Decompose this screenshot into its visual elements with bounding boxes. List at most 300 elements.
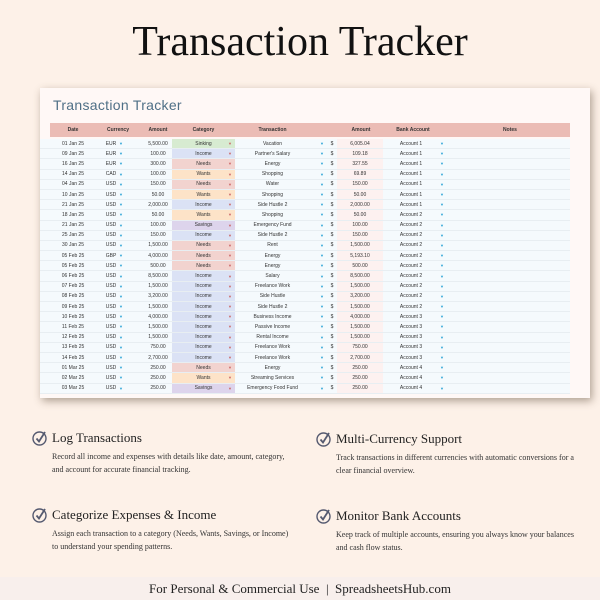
currency-symbol: $ — [330, 252, 334, 259]
transaction-cell[interactable]: Shopping — [261, 191, 284, 198]
currency-select[interactable]: EUR — [105, 160, 117, 167]
date-cell[interactable]: 04 Jan 25 — [62, 181, 84, 188]
date-cell[interactable]: 01 Mar 25 — [61, 364, 85, 371]
dropdown-arrow-icon[interactable]: ▼ — [228, 242, 232, 248]
amount-cell[interactable]: 150.00 — [150, 232, 166, 239]
date-cell[interactable]: 16 Jan 25 — [62, 160, 84, 167]
notes-cell[interactable] — [450, 312, 570, 321]
transaction-cell[interactable]: Energy — [264, 364, 281, 371]
bank-account-select[interactable]: Account 4 — [399, 385, 423, 392]
category-label: Savings — [194, 222, 213, 229]
table-row — [40, 282, 570, 292]
currency-select[interactable]: USD — [105, 323, 117, 330]
dropdown-arrow-icon[interactable]: ▼ — [119, 222, 123, 228]
feature-bank-accounts — [316, 508, 576, 554]
converted-amount-cell: 2,700.00 — [337, 353, 383, 362]
dropdown-arrow-icon[interactable]: ▼ — [320, 232, 324, 238]
dropdown-arrow-icon[interactable]: ▼ — [440, 212, 444, 218]
dropdown-arrow-icon[interactable]: ▼ — [119, 283, 123, 289]
dropdown-arrow-icon[interactable]: ▼ — [119, 161, 123, 167]
bank-account-select[interactable]: Account 3 — [399, 354, 423, 361]
date-cell[interactable]: 09 Feb 25 — [61, 303, 85, 310]
currency-select[interactable]: USD — [105, 283, 117, 290]
dropdown-arrow-icon[interactable]: ▼ — [320, 304, 324, 310]
dropdown-arrow-icon[interactable]: ▼ — [228, 161, 232, 167]
bank-account-select[interactable]: Account 2 — [399, 262, 423, 269]
amount-cell[interactable]: 4,000.00 — [148, 252, 168, 259]
bank-account-select[interactable]: Account 2 — [399, 252, 423, 259]
currency-symbol: $ — [330, 150, 334, 157]
dropdown-arrow-icon[interactable]: ▼ — [119, 334, 123, 340]
sheet-title: Transaction Tracker — [53, 97, 182, 113]
amount-cell[interactable]: 1,500.00 — [148, 283, 168, 290]
notes-cell[interactable] — [450, 322, 570, 331]
dropdown-arrow-icon[interactable]: ▼ — [228, 263, 232, 269]
dropdown-arrow-icon[interactable]: ▼ — [228, 212, 232, 218]
transaction-cell[interactable]: Emergency Fund — [253, 222, 292, 229]
currency-select[interactable]: USD — [105, 242, 117, 249]
dropdown-arrow-icon[interactable]: ▼ — [119, 385, 123, 391]
table-row — [40, 251, 570, 261]
dropdown-arrow-icon[interactable]: ▼ — [320, 273, 324, 279]
date-cell[interactable]: 25 Jan 25 — [62, 232, 84, 239]
dropdown-arrow-icon[interactable]: ▼ — [119, 192, 123, 198]
dropdown-arrow-icon[interactable]: ▼ — [320, 253, 324, 259]
dropdown-arrow-icon[interactable]: ▼ — [228, 171, 232, 177]
amount-cell[interactable]: 100.00 — [150, 171, 166, 178]
category-label: Needs — [196, 242, 211, 249]
bank-account-select[interactable]: Account 2 — [399, 303, 423, 310]
bank-account-select[interactable]: Account 2 — [399, 222, 423, 229]
transaction-cell[interactable]: Side Hustle 2 — [257, 303, 288, 310]
category-label: Income — [195, 150, 212, 157]
dropdown-arrow-icon[interactable]: ▼ — [320, 375, 324, 381]
currency-select[interactable]: USD — [105, 211, 117, 218]
category-label: Savings — [194, 385, 213, 392]
date-cell[interactable]: 12 Feb 25 — [61, 334, 85, 341]
bank-account-select[interactable]: Account 2 — [399, 232, 423, 239]
transaction-cell[interactable]: Vacation — [262, 140, 283, 147]
dropdown-arrow-icon[interactable]: ▼ — [119, 242, 123, 248]
amount-cell[interactable]: 1,500.00 — [148, 242, 168, 249]
dropdown-arrow-icon[interactable]: ▼ — [320, 324, 324, 330]
dropdown-arrow-icon[interactable]: ▼ — [440, 171, 444, 177]
transaction-cell[interactable]: Freelance Work — [254, 354, 291, 361]
bank-account-select[interactable]: Account 1 — [399, 181, 423, 188]
table-row — [40, 200, 570, 210]
bank-account-select[interactable]: Account 1 — [399, 171, 423, 178]
dropdown-arrow-icon[interactable]: ▼ — [119, 263, 123, 269]
currency-symbol: $ — [330, 181, 334, 188]
notes-cell[interactable] — [450, 139, 570, 148]
transaction-cell[interactable]: Streaming Services — [250, 374, 295, 381]
bank-account-select[interactable]: Account 2 — [399, 293, 423, 300]
currency-select[interactable]: USD — [105, 201, 117, 208]
amount-cell[interactable]: 750.00 — [150, 344, 166, 351]
dropdown-arrow-icon[interactable]: ▼ — [320, 314, 324, 320]
currency-select[interactable]: USD — [105, 293, 117, 300]
dropdown-arrow-icon[interactable]: ▼ — [119, 181, 123, 187]
bank-account-select[interactable]: Account 2 — [399, 211, 423, 218]
dropdown-arrow-icon[interactable]: ▼ — [228, 253, 232, 259]
dropdown-arrow-icon[interactable]: ▼ — [440, 232, 444, 238]
table-row — [40, 292, 570, 302]
dropdown-arrow-icon[interactable]: ▼ — [228, 344, 232, 350]
dropdown-arrow-icon[interactable]: ▼ — [119, 344, 123, 350]
dropdown-arrow-icon[interactable]: ▼ — [320, 151, 324, 157]
table-row — [40, 231, 570, 241]
currency-select[interactable]: USD — [105, 191, 117, 198]
feature-categorize — [32, 507, 292, 553]
header-category: Category — [192, 127, 215, 133]
amount-cell[interactable]: 5,500.00 — [148, 140, 168, 147]
bank-account-select[interactable]: Account 1 — [399, 150, 423, 157]
notes-cell[interactable] — [450, 292, 570, 301]
date-cell[interactable]: 30 Jan 25 — [62, 242, 84, 249]
transaction-cell[interactable]: Energy — [264, 262, 281, 269]
notes-cell[interactable] — [450, 333, 570, 342]
dropdown-arrow-icon[interactable]: ▼ — [440, 385, 444, 391]
dropdown-arrow-icon[interactable]: ▼ — [320, 212, 324, 218]
date-cell[interactable]: 03 Mar 25 — [61, 385, 85, 392]
date-cell[interactable]: 09 Jan 25 — [62, 150, 84, 157]
notes-cell[interactable] — [450, 180, 570, 189]
currency-symbol: $ — [330, 211, 334, 218]
converted-amount-cell: 250.00 — [337, 373, 383, 382]
notes-cell[interactable] — [450, 159, 570, 168]
dropdown-arrow-icon[interactable]: ▼ — [440, 202, 444, 208]
converted-amount-cell: 150.00 — [337, 231, 383, 240]
date-cell[interactable]: 10 Feb 25 — [61, 313, 85, 320]
dropdown-arrow-icon[interactable]: ▼ — [320, 293, 324, 299]
header-transaction: Transaction — [258, 127, 287, 133]
dropdown-arrow-icon[interactable]: ▼ — [440, 344, 444, 350]
amount-cell[interactable]: 300.00 — [150, 160, 166, 167]
notes-cell[interactable] — [450, 282, 570, 291]
date-cell[interactable]: 08 Feb 25 — [61, 293, 85, 300]
currency-symbol: $ — [330, 201, 334, 208]
transaction-cell[interactable]: Passive Income — [254, 323, 291, 330]
currency-select[interactable]: USD — [105, 303, 117, 310]
dropdown-arrow-icon[interactable]: ▼ — [320, 263, 324, 269]
date-cell[interactable]: 06 Feb 25 — [61, 273, 85, 280]
transaction-cell[interactable]: Emergency Food Fund — [247, 385, 298, 392]
dropdown-arrow-icon[interactable]: ▼ — [320, 344, 324, 350]
check-circle-icon — [316, 431, 332, 447]
transaction-cell[interactable]: Shopping — [261, 211, 284, 218]
currency-select[interactable]: USD — [105, 385, 117, 392]
transaction-cell[interactable]: Partner's Salary — [254, 150, 291, 157]
feature-multi-currency — [316, 431, 576, 477]
dropdown-arrow-icon[interactable]: ▼ — [119, 314, 123, 320]
notes-cell[interactable] — [450, 353, 570, 362]
amount-cell[interactable]: 50.00 — [151, 191, 165, 198]
date-cell[interactable]: 21 Jan 25 — [62, 222, 84, 229]
currency-select[interactable]: CAD — [105, 171, 117, 178]
date-cell[interactable]: 14 Jan 25 — [62, 171, 84, 178]
date-cell[interactable]: 10 Jan 25 — [62, 191, 84, 198]
amount-cell[interactable]: 250.00 — [150, 364, 166, 371]
transaction-cell[interactable]: Energy — [264, 252, 281, 259]
bank-account-select[interactable]: Account 3 — [399, 323, 423, 330]
amount-cell[interactable]: 2,700.00 — [148, 354, 168, 361]
dropdown-arrow-icon[interactable]: ▼ — [119, 273, 123, 279]
notes-cell[interactable] — [450, 251, 570, 260]
currency-select[interactable]: GBP — [105, 252, 117, 259]
notes-cell[interactable] — [450, 302, 570, 311]
table-row — [40, 159, 570, 169]
currency-select[interactable]: USD — [105, 364, 117, 371]
transaction-cell[interactable]: Freelance Work — [254, 344, 291, 351]
converted-amount-cell: 500.00 — [337, 261, 383, 270]
dropdown-arrow-icon[interactable]: ▼ — [320, 242, 324, 248]
dropdown-arrow-icon[interactable]: ▼ — [440, 283, 444, 289]
dropdown-arrow-icon[interactable]: ▼ — [440, 293, 444, 299]
transaction-cell[interactable]: Rental Income — [256, 334, 289, 341]
dropdown-arrow-icon[interactable]: ▼ — [440, 334, 444, 340]
dropdown-arrow-icon[interactable]: ▼ — [228, 151, 232, 157]
dropdown-arrow-icon[interactable]: ▼ — [440, 181, 444, 187]
transaction-cell[interactable]: Rent — [267, 242, 278, 249]
dropdown-arrow-icon[interactable]: ▼ — [440, 253, 444, 259]
table-row — [40, 241, 570, 251]
notes-cell[interactable] — [450, 200, 570, 209]
notes-cell[interactable] — [450, 384, 570, 393]
bank-account-select[interactable]: Account 2 — [399, 283, 423, 290]
transaction-cell[interactable]: Freelance Work — [254, 283, 291, 290]
dropdown-arrow-icon[interactable]: ▼ — [228, 334, 232, 340]
dropdown-arrow-icon[interactable]: ▼ — [119, 365, 123, 371]
dropdown-arrow-icon[interactable]: ▼ — [320, 385, 324, 391]
dropdown-arrow-icon[interactable]: ▼ — [320, 202, 324, 208]
dropdown-arrow-icon[interactable]: ▼ — [320, 141, 324, 147]
notes-cell[interactable] — [450, 190, 570, 199]
bank-account-select[interactable]: Account 2 — [399, 242, 423, 249]
currency-symbol: $ — [330, 273, 334, 280]
currency-select[interactable]: USD — [105, 181, 117, 188]
dropdown-arrow-icon[interactable]: ▼ — [119, 355, 123, 361]
dropdown-arrow-icon[interactable]: ▼ — [440, 192, 444, 198]
footer: For Personal & Commercial Use | SpreadsheetsHub.com — [0, 577, 600, 600]
date-cell[interactable]: 14 Feb 25 — [61, 354, 85, 361]
dropdown-arrow-icon[interactable]: ▼ — [119, 324, 123, 330]
dropdown-arrow-icon[interactable]: ▼ — [440, 263, 444, 269]
date-cell[interactable]: 18 Jan 25 — [62, 211, 84, 218]
dropdown-arrow-icon[interactable]: ▼ — [320, 192, 324, 198]
table-row — [40, 312, 570, 322]
amount-cell[interactable]: 1,500.00 — [148, 334, 168, 341]
bank-account-select[interactable]: Account 2 — [399, 273, 423, 280]
currency-select[interactable]: EUR — [105, 150, 117, 157]
dropdown-arrow-icon[interactable]: ▼ — [119, 293, 123, 299]
amount-cell[interactable]: 8,500.00 — [148, 273, 168, 280]
notes-cell[interactable] — [450, 221, 570, 230]
dropdown-arrow-icon[interactable]: ▼ — [119, 151, 123, 157]
category-label: Income — [195, 273, 212, 280]
check-circle-icon — [32, 430, 48, 446]
dropdown-arrow-icon[interactable]: ▼ — [119, 232, 123, 238]
notes-cell[interactable] — [450, 373, 570, 382]
currency-select[interactable]: USD — [105, 262, 117, 269]
dropdown-arrow-icon[interactable]: ▼ — [440, 273, 444, 279]
amount-cell[interactable]: 250.00 — [150, 385, 166, 392]
dropdown-arrow-icon[interactable]: ▼ — [119, 202, 123, 208]
dropdown-arrow-icon[interactable]: ▼ — [320, 334, 324, 340]
feature-title: Monitor Bank Accounts — [336, 508, 461, 523]
currency-select[interactable]: USD — [105, 354, 117, 361]
table-row — [40, 139, 570, 149]
date-cell[interactable]: 05 Feb 25 — [61, 252, 85, 259]
dropdown-arrow-icon[interactable]: ▼ — [440, 242, 444, 248]
dropdown-arrow-icon[interactable]: ▼ — [228, 273, 232, 279]
notes-cell[interactable] — [450, 210, 570, 219]
amount-cell[interactable]: 100.00 — [150, 150, 166, 157]
currency-symbol: $ — [330, 140, 334, 147]
date-cell[interactable]: 02 Mar 25 — [61, 374, 85, 381]
transaction-cell[interactable]: Side Hustle 2 — [257, 201, 288, 208]
dropdown-arrow-icon[interactable]: ▼ — [228, 355, 232, 361]
dropdown-arrow-icon[interactable]: ▼ — [440, 151, 444, 157]
dropdown-arrow-icon[interactable]: ▼ — [440, 141, 444, 147]
bank-account-select[interactable]: Account 4 — [399, 374, 423, 381]
bank-account-select[interactable]: Account 1 — [399, 160, 423, 167]
amount-cell[interactable]: 1,500.00 — [148, 323, 168, 330]
category-label: Income — [195, 313, 212, 320]
dropdown-arrow-icon[interactable]: ▼ — [440, 355, 444, 361]
dropdown-arrow-icon[interactable]: ▼ — [228, 192, 232, 198]
category-label: Needs — [196, 262, 211, 269]
dropdown-arrow-icon[interactable]: ▼ — [440, 324, 444, 330]
transaction-cell[interactable]: Salary — [265, 273, 280, 280]
transaction-cell[interactable]: Shopping — [261, 171, 284, 178]
notes-cell[interactable] — [450, 241, 570, 250]
dropdown-arrow-icon[interactable]: ▼ — [119, 375, 123, 381]
dropdown-arrow-icon[interactable]: ▼ — [228, 202, 232, 208]
dropdown-arrow-icon[interactable]: ▼ — [228, 314, 232, 320]
currency-select[interactable]: EUR — [105, 140, 117, 147]
currency-symbol: $ — [330, 313, 334, 320]
notes-cell[interactable] — [450, 149, 570, 158]
dropdown-arrow-icon[interactable]: ▼ — [228, 232, 232, 238]
amount-cell[interactable]: 2,000.00 — [148, 201, 168, 208]
amount-cell[interactable]: 50.00 — [151, 211, 165, 218]
amount-cell[interactable]: 150.00 — [150, 181, 166, 188]
date-cell[interactable]: 11 Feb 25 — [61, 323, 85, 330]
dropdown-arrow-icon[interactable]: ▼ — [228, 304, 232, 310]
dropdown-arrow-icon[interactable]: ▼ — [440, 375, 444, 381]
bank-account-select[interactable]: Account 1 — [399, 191, 423, 198]
amount-cell[interactable]: 4,000.00 — [148, 313, 168, 320]
currency-symbol: $ — [330, 303, 334, 310]
amount-cell[interactable]: 250.00 — [150, 374, 166, 381]
dropdown-arrow-icon[interactable]: ▼ — [440, 365, 444, 371]
currency-select[interactable]: USD — [105, 232, 117, 239]
dropdown-arrow-icon[interactable]: ▼ — [320, 365, 324, 371]
bank-account-select[interactable]: Account 3 — [399, 334, 423, 341]
dropdown-arrow-icon[interactable]: ▼ — [440, 314, 444, 320]
notes-cell[interactable] — [450, 231, 570, 240]
dropdown-arrow-icon[interactable]: ▼ — [228, 283, 232, 289]
dropdown-arrow-icon[interactable]: ▼ — [440, 161, 444, 167]
bank-account-select[interactable]: Account 1 — [399, 201, 423, 208]
date-cell[interactable]: 05 Feb 25 — [61, 262, 85, 269]
date-cell[interactable]: 01 Jan 25 — [62, 140, 84, 147]
transaction-cell[interactable]: Energy — [264, 160, 281, 167]
currency-select[interactable]: USD — [105, 222, 117, 229]
converted-amount-cell: 69.89 — [337, 170, 383, 179]
dropdown-arrow-icon[interactable]: ▼ — [119, 304, 123, 310]
feature-text: Keep track of multiple accounts, ensuring you always know your balances and cash flow status. — [336, 530, 574, 552]
date-cell[interactable]: 13 Feb 25 — [61, 344, 85, 351]
converted-amount-cell: 100.00 — [337, 221, 383, 230]
dropdown-arrow-icon[interactable]: ▼ — [119, 212, 123, 218]
table-row — [40, 343, 570, 353]
dropdown-arrow-icon[interactable]: ▼ — [119, 171, 123, 177]
transaction-cell[interactable]: Side Hustle 2 — [257, 232, 288, 239]
dropdown-arrow-icon[interactable]: ▼ — [228, 324, 232, 330]
transaction-cell[interactable]: Water — [265, 181, 280, 188]
category-label: Income — [195, 354, 212, 361]
amount-cell[interactable]: 3,200.00 — [148, 293, 168, 300]
transaction-cell[interactable]: Business Income — [253, 313, 292, 320]
dropdown-arrow-icon[interactable]: ▼ — [228, 293, 232, 299]
dropdown-arrow-icon[interactable]: ▼ — [320, 181, 324, 187]
currency-select[interactable]: USD — [105, 344, 117, 351]
dropdown-arrow-icon[interactable]: ▼ — [228, 365, 232, 371]
notes-cell[interactable] — [450, 363, 570, 372]
notes-cell[interactable] — [450, 170, 570, 179]
dropdown-arrow-icon[interactable]: ▼ — [119, 253, 123, 259]
bank-account-select[interactable]: Account 3 — [399, 313, 423, 320]
dropdown-arrow-icon[interactable]: ▼ — [440, 304, 444, 310]
dropdown-arrow-icon[interactable]: ▼ — [228, 222, 232, 228]
dropdown-arrow-icon[interactable]: ▼ — [440, 222, 444, 228]
table-header — [50, 123, 570, 137]
notes-cell[interactable] — [450, 261, 570, 270]
date-cell[interactable]: 07 Feb 25 — [61, 283, 85, 290]
dropdown-arrow-icon[interactable]: ▼ — [119, 141, 123, 147]
amount-cell[interactable]: 500.00 — [150, 262, 166, 269]
dropdown-arrow-icon[interactable]: ▼ — [228, 181, 232, 187]
currency-select[interactable]: USD — [105, 273, 117, 280]
dropdown-arrow-icon[interactable]: ▼ — [320, 283, 324, 289]
dropdown-arrow-icon[interactable]: ▼ — [320, 171, 324, 177]
converted-amount-cell: 3,200.00 — [337, 292, 383, 301]
converted-amount-cell: 250.00 — [337, 363, 383, 372]
dropdown-arrow-icon[interactable]: ▼ — [320, 355, 324, 361]
currency-symbol: $ — [330, 344, 334, 351]
bank-account-select[interactable]: Account 4 — [399, 364, 423, 371]
dropdown-arrow-icon[interactable]: ▼ — [320, 161, 324, 167]
page-title: Transaction Tracker — [132, 19, 468, 65]
dropdown-arrow-icon[interactable]: ▼ — [228, 141, 232, 147]
bank-account-select[interactable]: Account 1 — [399, 140, 423, 147]
dropdown-arrow-icon[interactable]: ▼ — [228, 385, 232, 391]
currency-select[interactable]: USD — [105, 334, 117, 341]
currency-select[interactable]: USD — [105, 313, 117, 320]
notes-cell[interactable] — [450, 343, 570, 352]
dropdown-arrow-icon[interactable]: ▼ — [320, 222, 324, 228]
bank-account-select[interactable]: Account 3 — [399, 344, 423, 351]
currency-select[interactable]: USD — [105, 374, 117, 381]
notes-cell[interactable] — [450, 271, 570, 280]
header-bank-account: Bank Account — [396, 127, 430, 133]
transaction-cell[interactable]: Side Hustle — [259, 293, 286, 300]
date-cell[interactable]: 21 Jan 25 — [62, 201, 84, 208]
amount-cell[interactable]: 1,500.00 — [148, 303, 168, 310]
amount-cell[interactable]: 100.00 — [150, 222, 166, 229]
dropdown-arrow-icon[interactable]: ▼ — [228, 375, 232, 381]
